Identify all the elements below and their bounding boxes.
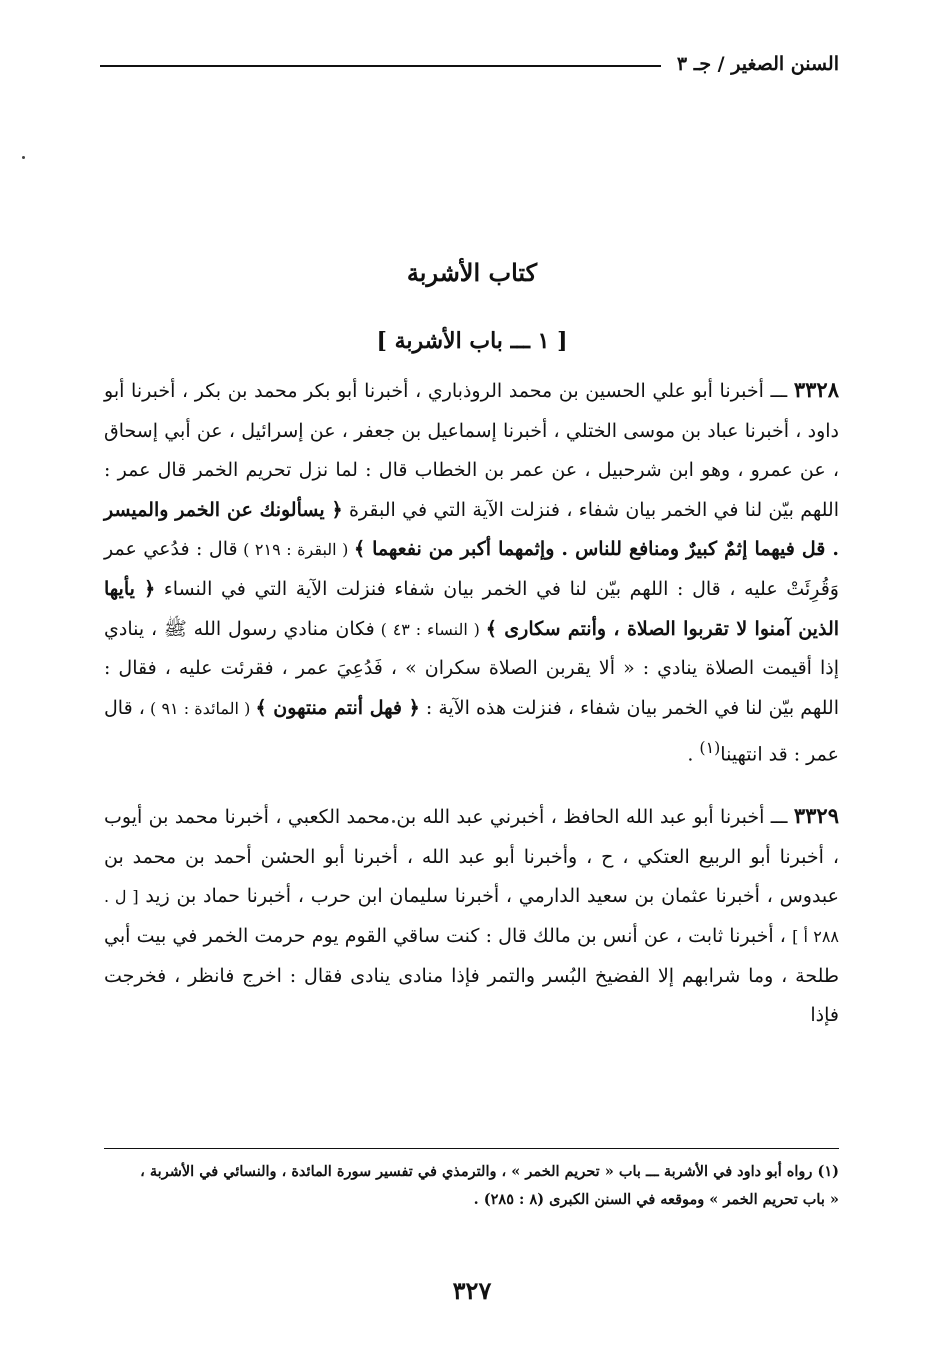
hadith-number: ٣٣٢٨ (793, 377, 839, 402)
book-title: كتاب الأشربة (406, 258, 538, 287)
verse-reference: ( النساء : ٤٣ ) (374, 619, 486, 639)
page-number: ٣٢٧ (452, 1276, 492, 1305)
hadith-text: فكان منادي رسول الله ﷺ ، ينادي إذا أقيمت الصلاة ينادي : « ألا يقربن الصلاة سكران » ، فَدُعِيَ عمر ، فقرئت عليه ، فقال : اللهم بيّن لنا في الخمر بيان شفاء ، فنزلت هذه الآية : (104, 617, 839, 719)
footnote-line: « باب تحريم الخمر » وموقعه في السنن الكبرى (٨ : ٢٨٥) . (473, 1191, 839, 1208)
footnotes (104, 1158, 839, 1214)
verse-reference: ( المائدة : ٩١ ) (144, 698, 256, 718)
hadith-text: ، قال عمر : قد انتهينا (104, 696, 839, 766)
running-header (100, 46, 839, 82)
footnote-mark[interactable]: (١) (699, 738, 721, 758)
quran-verse: ﴿ فهل أنتم منتهون ﴾ (255, 696, 420, 719)
quran-verse: ﴿ يسألونك عن الخمر والميسر . قل فيهما إثمٌ كبيرٌ ومنافع للناس . وإثمهما أكبر من نفعهما ﴾ (104, 498, 840, 561)
chapter-title: [ ١ ـــ باب الأشربة ] (376, 328, 568, 354)
hadith-text: ، أخبرنا ثابت ، عن أنس بن مالك قال : كنت ساقي القوم يوم حرمت الخمر في بيت أبي طلحة ، وما شرابهم إلا الفضيخ البُسر والتمر فإذا منادى ينادى فقال : اخرج فانظر ، فخرجت فإذا (104, 925, 839, 1027)
hadith-paragraph (104, 370, 839, 775)
footnote-divider (104, 1148, 839, 1149)
scan-speck (22, 156, 25, 159)
hadith-number: ٣٣٢٩ (793, 803, 839, 829)
manuscript-reference: [ ل . ٢٨٨ أ ] (104, 887, 839, 947)
hadith-text: ـــ أخبرنا أبو علي الحسين بن محمد الروذباري ، أخبرنا أبو بكر محمد بن بكر ، أخبرنا أبو داود ، أخبرنا عباد بن موسى الختلي ، أخبرنا إسماعيل بن جعفر ، عن إسرائيل ، عن أبي إسحاق ، عن عمرو ، وهو ابن شرحبيل ، عن عمر بن الخطاب قال : لما نزل تحريم الخمر قال عمر : اللهم بيّن لنا في الخمر بيان شفاء ، فنزلت الآية التي في البقرة (104, 380, 839, 521)
running-title: السنن الصغير / جـ ٣ (676, 53, 839, 75)
main-text (104, 370, 839, 1036)
quran-verse: ﴿ يأيها الذين آمنوا لا تقربوا الصلاة ، وأنتم سكارى ﴾ (104, 577, 840, 640)
footnote-line: (١) رواه أبو داود في الأشربة ـــ باب « تحريم الخمر » ، والترمذي في تفسير سورة المائدة ، والنسائي في الأشربة ، (140, 1163, 839, 1180)
hadith-paragraph (104, 796, 839, 1036)
hadith-text: ـــ أخبرنا أبو عبد الله الحافظ ، أخبرني عبد الله بن محمد الكعبي ، أخبرنا محمد بن أيوب ، أخبرنا أبو الربيع العتكي ، ح ، وأخبرنا أبو عبد الله ، أخبرنا أبو الحسن أحمد بن محمد بن عبدوس ، أخبرنا عثمان بن سعيد الدارمي ، أخبرنا سليمان ابن حرب ، أخبرنا حماد بن زيد (104, 806, 839, 908)
verse-reference: ( البقرة : ٢١٩ ) (237, 540, 354, 560)
header-rule (100, 65, 661, 67)
hadith-text: . (687, 743, 700, 766)
hadith-text: قال : فدُعي عمر وَقُرِئَتْ عليه ، قال : اللهم بيّن لنا في الخمر بيان شفاء فنزلت الآية التي في النساء (104, 538, 839, 600)
